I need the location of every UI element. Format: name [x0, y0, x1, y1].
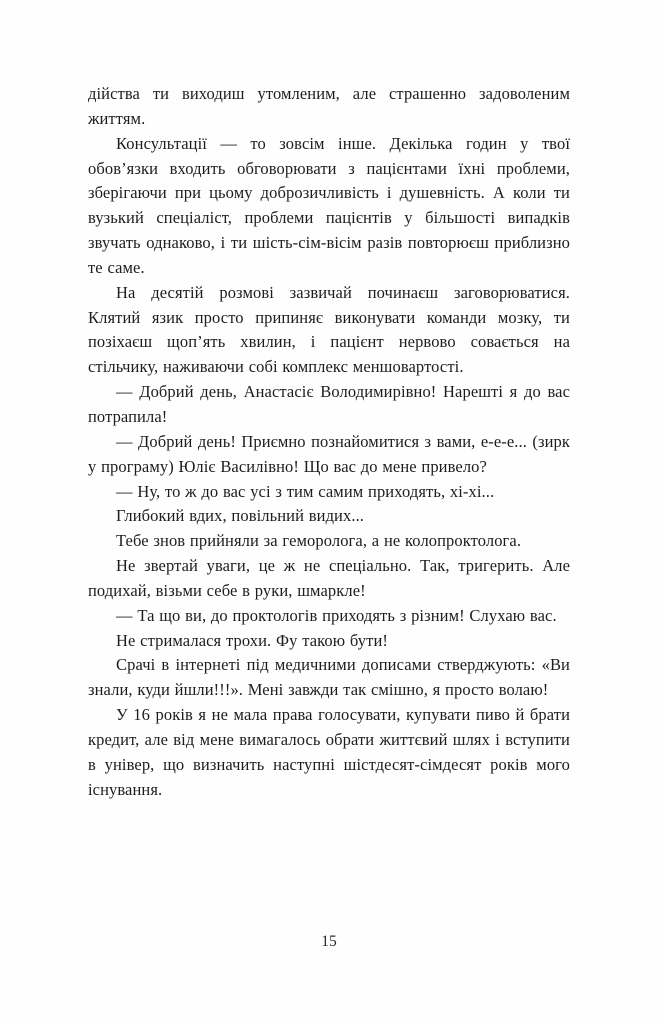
paragraph: Глибокий вдих, повільний видих...: [116, 506, 365, 526]
paragraph: — Добрий день, Анастасіє Володимирівно! Нарешті я до вас потрапила!: [88, 382, 570, 426]
paragraph: Не стрималася трохи. Фу такою бути!: [116, 630, 388, 650]
page-text: [88, 82, 570, 802]
paragraph: — Та що ви, до проктологів приходять з різним! Слухаю вас.: [116, 605, 557, 625]
paragraph: Консультації — то зовсім інше. Декілька годин у твої обов’язки входить обговорювати з пацієнтами їхні проблеми, зберігаючи при цьому доброзичливість і душевність. А коли ти вузький спеціаліст, проблеми пацієнтів у більшості випадків звучать однаково, і ти шість-сім-вісім разів повторюєш приблизно те саме.: [88, 133, 570, 277]
page-number: 15: [321, 933, 337, 950]
paragraph: Тебе знов прийняли за геморолога, а не колопроктолога.: [116, 531, 522, 551]
paragraph: — Добрий день! Приємно познайомитися з вами, е-е-е... (зирк у програму) Юліє Василівно! Що вас до мене привело?: [88, 431, 570, 476]
paragraph: — Ну, то ж до вас усі з тим самим приходять, хі-хі...: [116, 481, 495, 501]
paragraph: Срачі в інтернеті під медичними дописами стверджують: «Ви знали, куди йшли!!!». Мені завжди так смішно, я просто волаю!: [88, 655, 570, 700]
paragraph: На десятій розмові зазвичай починаєш заговорюватися. Клятий язик просто припиняє виконувати команди мозку, ти позіхаєш щоп’ять хвилин, і пацієнт нервово совається на стільчику, наживаючи собі комплекс меншовартості.: [88, 282, 570, 377]
paragraph: У 16 років я не мала права голосувати, купувати пиво й брати кредит, але від мене вимагалось обрати життєвий шлях і вступити в універ, що визначить наступні шістдесят-сімдесят років мого існування.: [88, 705, 570, 799]
paragraph: Не звертай уваги, це ж не спеціально. Так, тригерить. Але подихай, візьми себе в руки, шмаркле!: [88, 556, 570, 600]
paragraph: дійства ти виходиш утомленим, але страшенно задоволеним життям.: [88, 84, 570, 128]
